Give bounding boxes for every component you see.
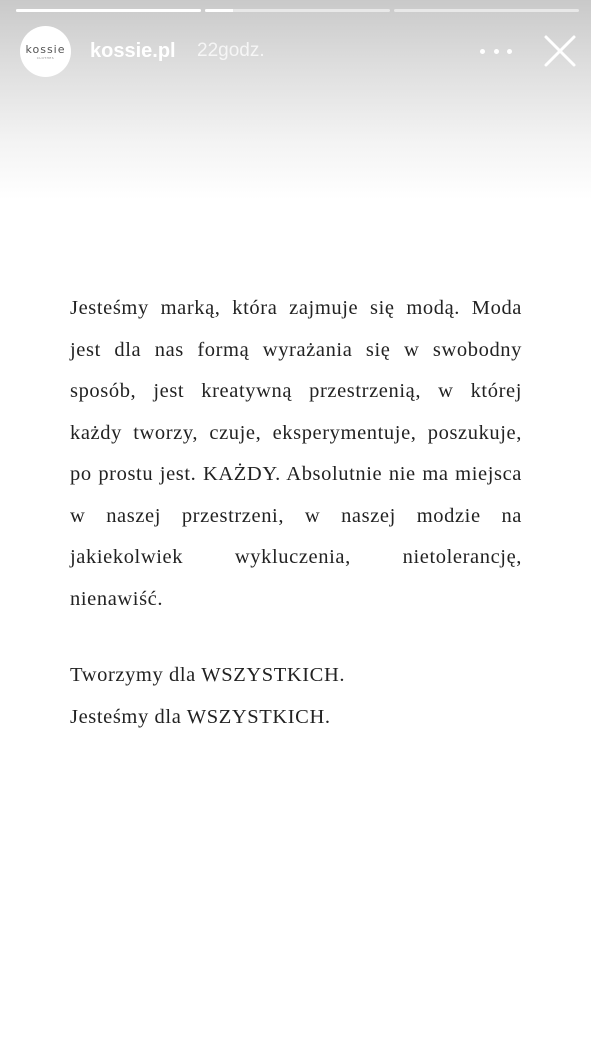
avatar-logo-subtext: CLOTHES [36, 55, 55, 60]
dot [480, 49, 485, 54]
avatar[interactable] [20, 26, 71, 77]
more-horizontal-icon[interactable] [480, 40, 512, 62]
story-progress-bar [16, 9, 579, 12]
progress-fill [16, 9, 201, 12]
story-line: Tworzymy dla WSZYSTKICH. [70, 664, 346, 686]
header-shade [0, 0, 591, 200]
close-icon[interactable] [540, 31, 580, 71]
progress-fill [205, 9, 233, 12]
progress-segment [205, 9, 390, 12]
story-line: Jesteśmy dla WSZYSTKICH. [70, 706, 331, 728]
dot [507, 49, 512, 54]
story-text-content [70, 288, 522, 738]
progress-segment [394, 9, 579, 12]
account-username[interactable]: kossie.pl [90, 40, 176, 62]
dot [494, 49, 499, 54]
progress-segment [16, 9, 201, 12]
avatar-logo-text: kossie [25, 42, 66, 56]
paragraph-spacer [70, 620, 522, 654]
post-timestamp: 22godz. [197, 40, 265, 61]
story-paragraph: Jesteśmy marką, która zajmuje się modą. Moda jest dla nas formą wyrażania się w swobodny sposób, jest kreatywną przestrzenią, w której każdy tworzy, czuje, eksperymentuje, poszukuje, po prostu jest. KAŻDY. Absolutnie nie ma miejsca w naszej przestrzeni, w naszej modzie na jakiekolwiek wykluczenia, nietolerancję, nienawiść. [70, 297, 522, 610]
